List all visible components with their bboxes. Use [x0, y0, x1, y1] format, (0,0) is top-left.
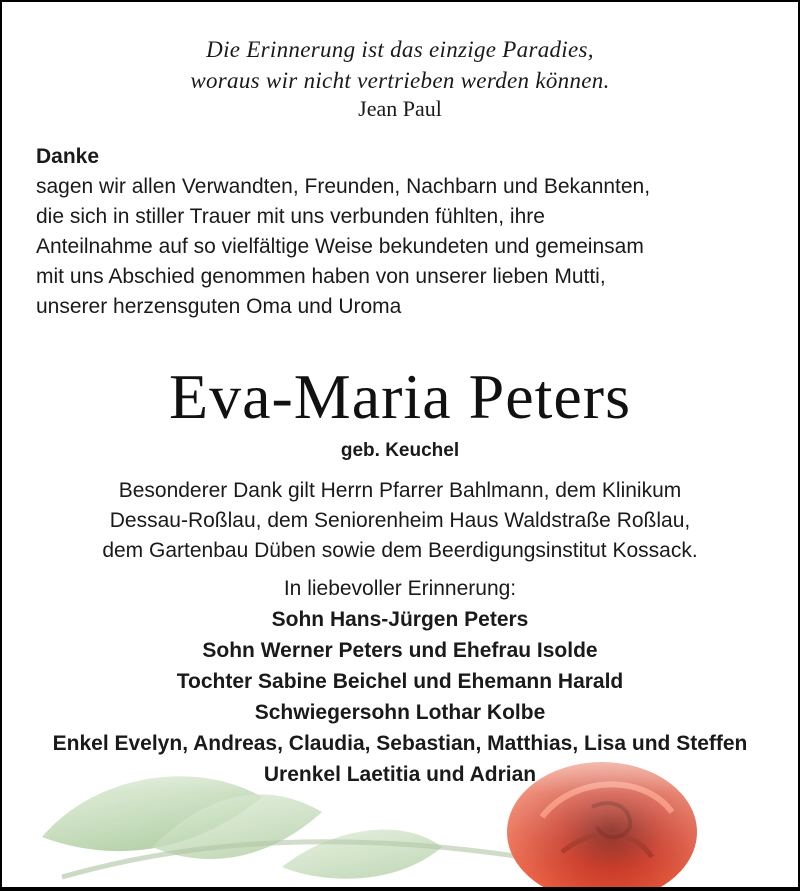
quote-line-1: Die Erinnerung ist das einzige Paradies, [206, 37, 594, 62]
family-member: Tochter Sabine Beichel und Ehemann Harald [176, 670, 624, 693]
deceased-name: Eva-Maria Peters [168, 361, 632, 432]
family-list [2, 573, 798, 790]
birth-name: geb. Keuchel [340, 440, 460, 461]
thanks-line-1: sagen wir allen Verwandten, Freunden, Nachbarn und Bekannten, [36, 175, 651, 198]
special-thanks-line-3: dem Gartenbau Düben sowie dem Beerdigungsinstitut Kossack. [102, 539, 698, 562]
special-thanks-line-1: Besonderer Dank gilt Herrn Pfarrer Bahlmann, dem Klinikum [118, 479, 682, 502]
obituary-notice [2, 2, 798, 887]
thanks-line-2: die sich in stiller Trauer mit uns verbunden fühlten, ihre [36, 205, 545, 228]
family-member: Sohn Hans-Jürgen Peters [271, 608, 529, 631]
special-thanks [2, 476, 798, 566]
thanks-paragraph [36, 142, 768, 322]
special-thanks-line-2: Dessau-Roßlau, dem Seniorenheim Haus Waldstraße Roßlau, [109, 509, 691, 532]
quote-line-2: woraus wir nicht vertrieben werden können. [190, 68, 610, 93]
thanks-line-4: mit uns Abschied genommen haben von unserer lieben Mutti, [36, 265, 606, 288]
thanks-line-5: unserer herzensguten Oma und Uroma [36, 295, 402, 318]
family-member: Enkel Evelyn, Andreas, Claudia, Sebastian, Matthias, Lisa und Steffen [52, 732, 748, 755]
quote [2, 34, 798, 96]
quote-author: Jean Paul [358, 96, 442, 121]
thanks-heading: Danke [36, 145, 100, 168]
family-member: Urenkel Laetitia und Adrian [263, 763, 537, 786]
family-intro: In liebevoller Erinnerung: [283, 577, 517, 600]
family-member: Schwiegersohn Lothar Kolbe [254, 701, 546, 724]
thanks-line-3: Anteilnahme auf so vielfältige Weise bekundeten und gemeinsam [36, 235, 644, 258]
family-member: Sohn Werner Peters und Ehefrau Isolde [202, 639, 598, 662]
